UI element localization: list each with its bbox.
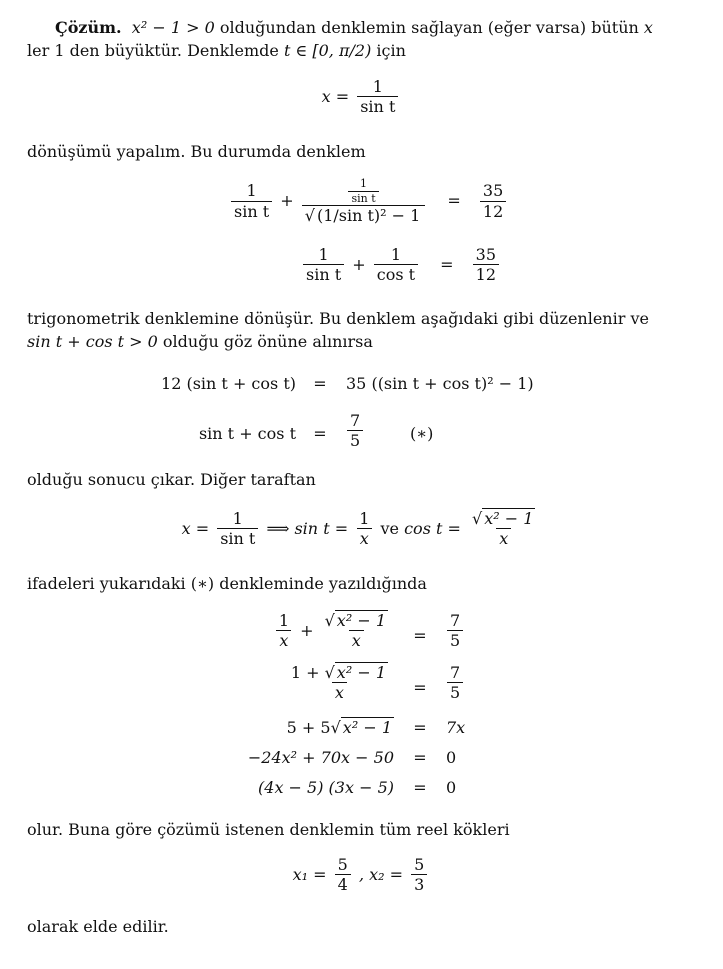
intro-text-2: ler 1 den büyüktür. Denklemde [27,41,279,60]
trig-equation-1: $\frac{1}{\text{sin t}}$ + $\frac{\frac{1}{\text{sin t}}}{\text{√ (1/sin t)² − 1}}$ = $\frac{35}{12}$ [228,178,488,225]
paragraph-4: olduğu sonucu çıkar. Diğer taraftan [27,470,316,489]
solution-intro [27,16,685,62]
paragraph-6: olur. Buna göre çözümü istenen denklemin tüm reel kökleri [27,820,510,839]
sincos-condition: sin t + cos t > 0 [27,332,158,351]
star-label: (∗) [410,424,434,443]
paragraph-3: trigonometrik denklemine dönüşür. Bu denklem aşağıdaki gibi düzenlenir ve sin t + cos t > 0 olduğu göz önüne alınırsa [27,309,649,351]
algebra-line-1: $\frac{1}{x}$ + $\frac{\text{√ x² − 1}}{x}$ = $\frac{7}{5}$ [0,612,723,662]
roots-equation: x₁ = $\frac{5}{4}$ , x₂ = $\frac{5}{3}$ [0,856,723,895]
fraction: $\frac{1}{\text{sin t}}$ [357,78,398,117]
document-page: Çözüm. x² − 1 > 0 olduğundan denklemin sağlayan (eğer varsa) bütün x ler 1 den büyüktür. Denklemde t ∈ [0, π/2) için x = $\frac{1}{\text{sin t}}$ dönüşümü yapalım. Bu durumda denklem $\frac{1}{\text{sin t}}$ + $\frac{\frac{1}{\text{sin t}}}{\text{√ (1/sin t)² − 1}}$ = $\frac{35}{12}$ $\frac{1}{\text{sin t}}$ + $\frac{1}{\text{cos t}}$ = $\frac{35}{12}$ trigonometrik denklemine dönüşür. Bu denklem aşağıdaki gibi düzenlenir ve sin t + cos t > 0 olduğu göz önüne alınırsa 12 (sin t + cos t) = 35 ((sin t + cos t)² − 1) sin t + cos t = $\frac{7}{5}$ (∗) olduğu sonucu çıkar. Diğer taraftan x = $\frac{1}{\text{sin t}}$ ⟹ sin t = $\frac{1}{x}$ ve cos t = $\frac{\text{√ x² − 1}}{x}$ ifadeleri yukarıdaki (∗) denkleminde yazıldığında $\frac{1}{x}$ + $\frac{\text{√ x² − 1}}{x}$ = $\frac{7}{5}$ $\frac{\text{1 + √ x² − 1}}{x}$ = $\frac{7}{5}$ 5 + 5√ x² − 1 = 7x −24x² + 70x − 50 = 0 (4x − 5) (3x − 5) = 0 olur. Buna göre çözümü istenen denklemin tüm reel kökleri x₁ = $\frac{5}{4}$ , x₂ = $\frac{5}{3}$ olarak elde edilir. [0,0,723,969]
algebra-line-2: $\frac{\text{1 + √ x² − 1}}{x}$ = $\frac{7}{5}$ [0,664,723,714]
var-x: x [643,18,653,37]
paragraph-5: ifadeleri yukarıdaki (∗) denkleminde yazıldığında [27,574,427,593]
trig-equation-4: sin t + cos t = $\frac{7}{5}$ (∗) [198,411,434,451]
sin-cos-relation: x = $\frac{1}{\text{sin t}}$ ⟹ sin t = $\frac{1}{x}$ ve cos t = $\frac{\text{√ x² − 1}}{x}$ [181,509,534,549]
paragraph-7: olarak elde edilir. [27,917,169,936]
paragraph-2: dönüşümü yapalım. Bu durumda denklem [27,142,366,161]
trig-equation-2: $\frac{1}{\text{sin t}}$ + $\frac{1}{\text{cos t}}$ = $\frac{35}{12}$ [300,246,500,285]
nested-fraction: $\frac{1}{\text{sin t}}$ [342,178,384,205]
intro-text-3: için [376,41,406,60]
t-interval: t ∈ [0, π/2) [283,41,372,60]
inequality: x² − 1 > 0 [131,18,215,37]
substitution-equation: x = $\frac{1}{\text{sin t}}$ [0,78,723,117]
intro-text-1: olduğundan denklemin sağlayan (eğer varsa) bütün [219,18,639,37]
solution-label: Çözüm. [55,18,122,37]
